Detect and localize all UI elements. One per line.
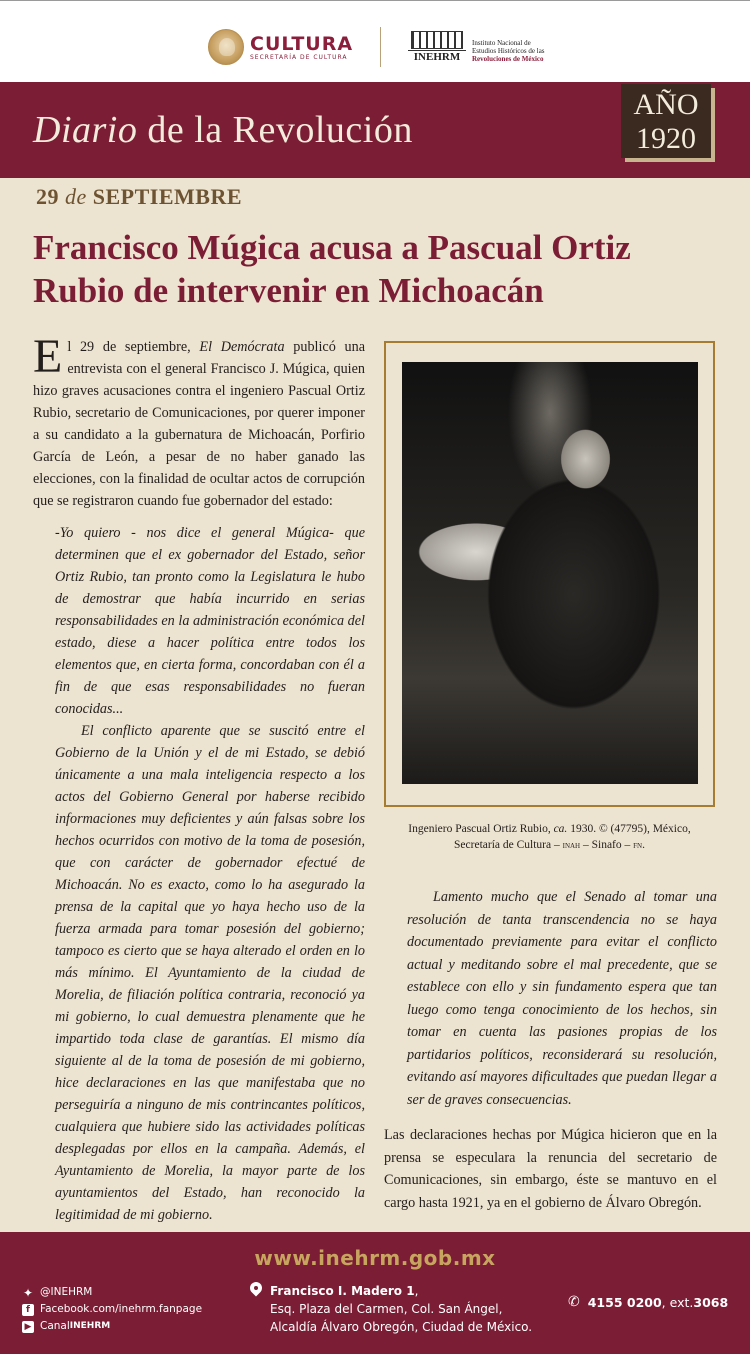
photo-frame — [384, 341, 715, 807]
cultura-logo — [208, 27, 353, 67]
eagle-seal-icon — [208, 29, 244, 65]
portrait-photo — [402, 362, 698, 784]
facebook-link[interactable]: f Facebook.com/inehrm.fanpage — [22, 1301, 202, 1318]
website-link[interactable]: www.inehrm.gob.mx — [254, 1246, 496, 1270]
article-date: 29 de SEPTIEMBRE — [36, 184, 243, 209]
page-title: Diario de la Revolución — [33, 109, 413, 151]
youtube-icon: ▶ — [22, 1321, 34, 1333]
left-column — [33, 330, 365, 1226]
footer — [0, 1232, 750, 1354]
logo-divider — [380, 27, 381, 67]
cultura-subtitle: SECRETARÍA DE CULTURA — [250, 53, 348, 61]
inehrm-logo — [408, 31, 545, 63]
location-pin-icon — [250, 1282, 262, 1298]
quote-block — [55, 522, 365, 1226]
closing-paragraph: Las declaraciones hechas por Múgica hicieron que en la prensa se especulara la renuncia del secretario de Comunicaciones, sin embargo, éste se mantuvo en el cargo hasta 1921, ya en el gobierno de Álvaro Obregón. — [384, 1127, 717, 1211]
cultura-wordmark: CULTURA — [250, 32, 354, 55]
quote-paragraph: -Yo quiero - nos dice el general Múgica- que determinen que el ex gobernador del Estado, señor Ortiz Rubio, tan pronto como la Legislatura le hubo de demostrar que había incurrido en serias responsabilidades en la administración económica del estado, diese a hacer política entre todos los elementos que, en cierta forma, concordaban con él a fin de que esas responsabilidades no fueran conocidas... — [55, 525, 365, 717]
youtube-link[interactable]: ▶ Canal INEHRM — [22, 1318, 202, 1335]
drop-cap: E — [33, 330, 63, 383]
headline: Francisco Múgica acusa a Pascual Ortiz Rubio de intervenir en Michoacán — [33, 228, 631, 310]
intro-paragraph: El 29 de septiembre, El Demócrata publicó una entrevista con el general Francisco J. Múgica, quien hizo graves acusaciones contra el ingeniero Pascual Ortiz Rubio, secretario de Comunicaciones, por querer imponer a su candidato a la gubernatura de Michoacán, Porfirio García de León, a pesar de no haber ganado las elecciones, con la finalidad de ocultar actos de corrupción que se registraron cuando fue gobernador del estado: — [33, 330, 365, 509]
year-badge: AÑO 1920 — [621, 84, 711, 158]
phone-number[interactable]: ✆ 4155 0200 , ext. 3068 — [568, 1294, 729, 1310]
twitter-link[interactable]: ✦ @INEHRM — [22, 1285, 93, 1300]
inehrm-wordmark: INEHRM — [408, 50, 466, 63]
inehrm-fullname: Instituto Nacional de Estudios Históricos de las Revoluciones de México — [472, 39, 545, 63]
twitter-icon: ✦ — [22, 1285, 34, 1300]
facebook-icon: f — [22, 1304, 34, 1316]
quote-paragraph-continued: Lamento mucho que el Senado al tomar una resolución de tanta transcendencia no se haya documentado previamente para evitar el conflicto actual y meditando sobre el mal precedente, que se establece con ello y sin fundamento espera que tan luego como tenga conocimiento de los hechos, sin tomar en cuenta las pasiones propias de los partidarios políticos, reconsiderará su resolución, evitando así mayores dificultades que puedan llegar a ser de graves consecuencias. — [407, 889, 717, 1108]
phone-icon: ✆ — [568, 1294, 580, 1310]
building-icon — [411, 31, 463, 49]
logo-bar — [0, 0, 750, 82]
address: Francisco I. Madero 1 , Esq. Plaza del Carmen, Col. San Ángel, Alcaldía Álvaro Obregón, Ciudad de México. — [250, 1282, 532, 1336]
social-links — [22, 1284, 202, 1335]
photo-caption: Ingeniero Pascual Ortiz Rubio, ca. 1930. © (47795), México, Secretaría de Cultura – inah – Sinafo – fn. — [408, 823, 691, 851]
quote-paragraph: El conflicto aparente que se suscitó entre el Gobierno de la Unión y el de mi Estado, se debió únicamente a una mala inteligencia respecto a los actos del Gobierno General por haberse recibido informaciones muy deficientes y aún falsas sobre los hechos ocurridos con motivo de la toma de posesión, que con carácter de gobernador efectué de Michoacán. No es exacto, como lo ha asegurado la prensa de la capital que yo haya hecho uso de la fuerza armada para tomar posesión del gobierno; tampoco es cierto que se haya alterado el orden en lo más mínimo. El Ayuntamiento de la ciudad de Morelia, de filiación política contraria, reconoció ya mi gobierno, lo cual demuestra plenamente que he impartido toda clase de garantías. El mismo día siguiente al de la toma de posesión de mi gobierno, hice declaraciones en las que manifestaba que no perseguiría a ninguno de mis contrincantes políticos, cualquiera que hubiere sido las actividades políticas desplegadas por ellos en la campaña. Además, el Ayuntamiento de Morelia, la mayor parte de los ayuntamientos del Estado, han reconocido la legitimidad de mi gobierno. — [55, 723, 365, 1223]
